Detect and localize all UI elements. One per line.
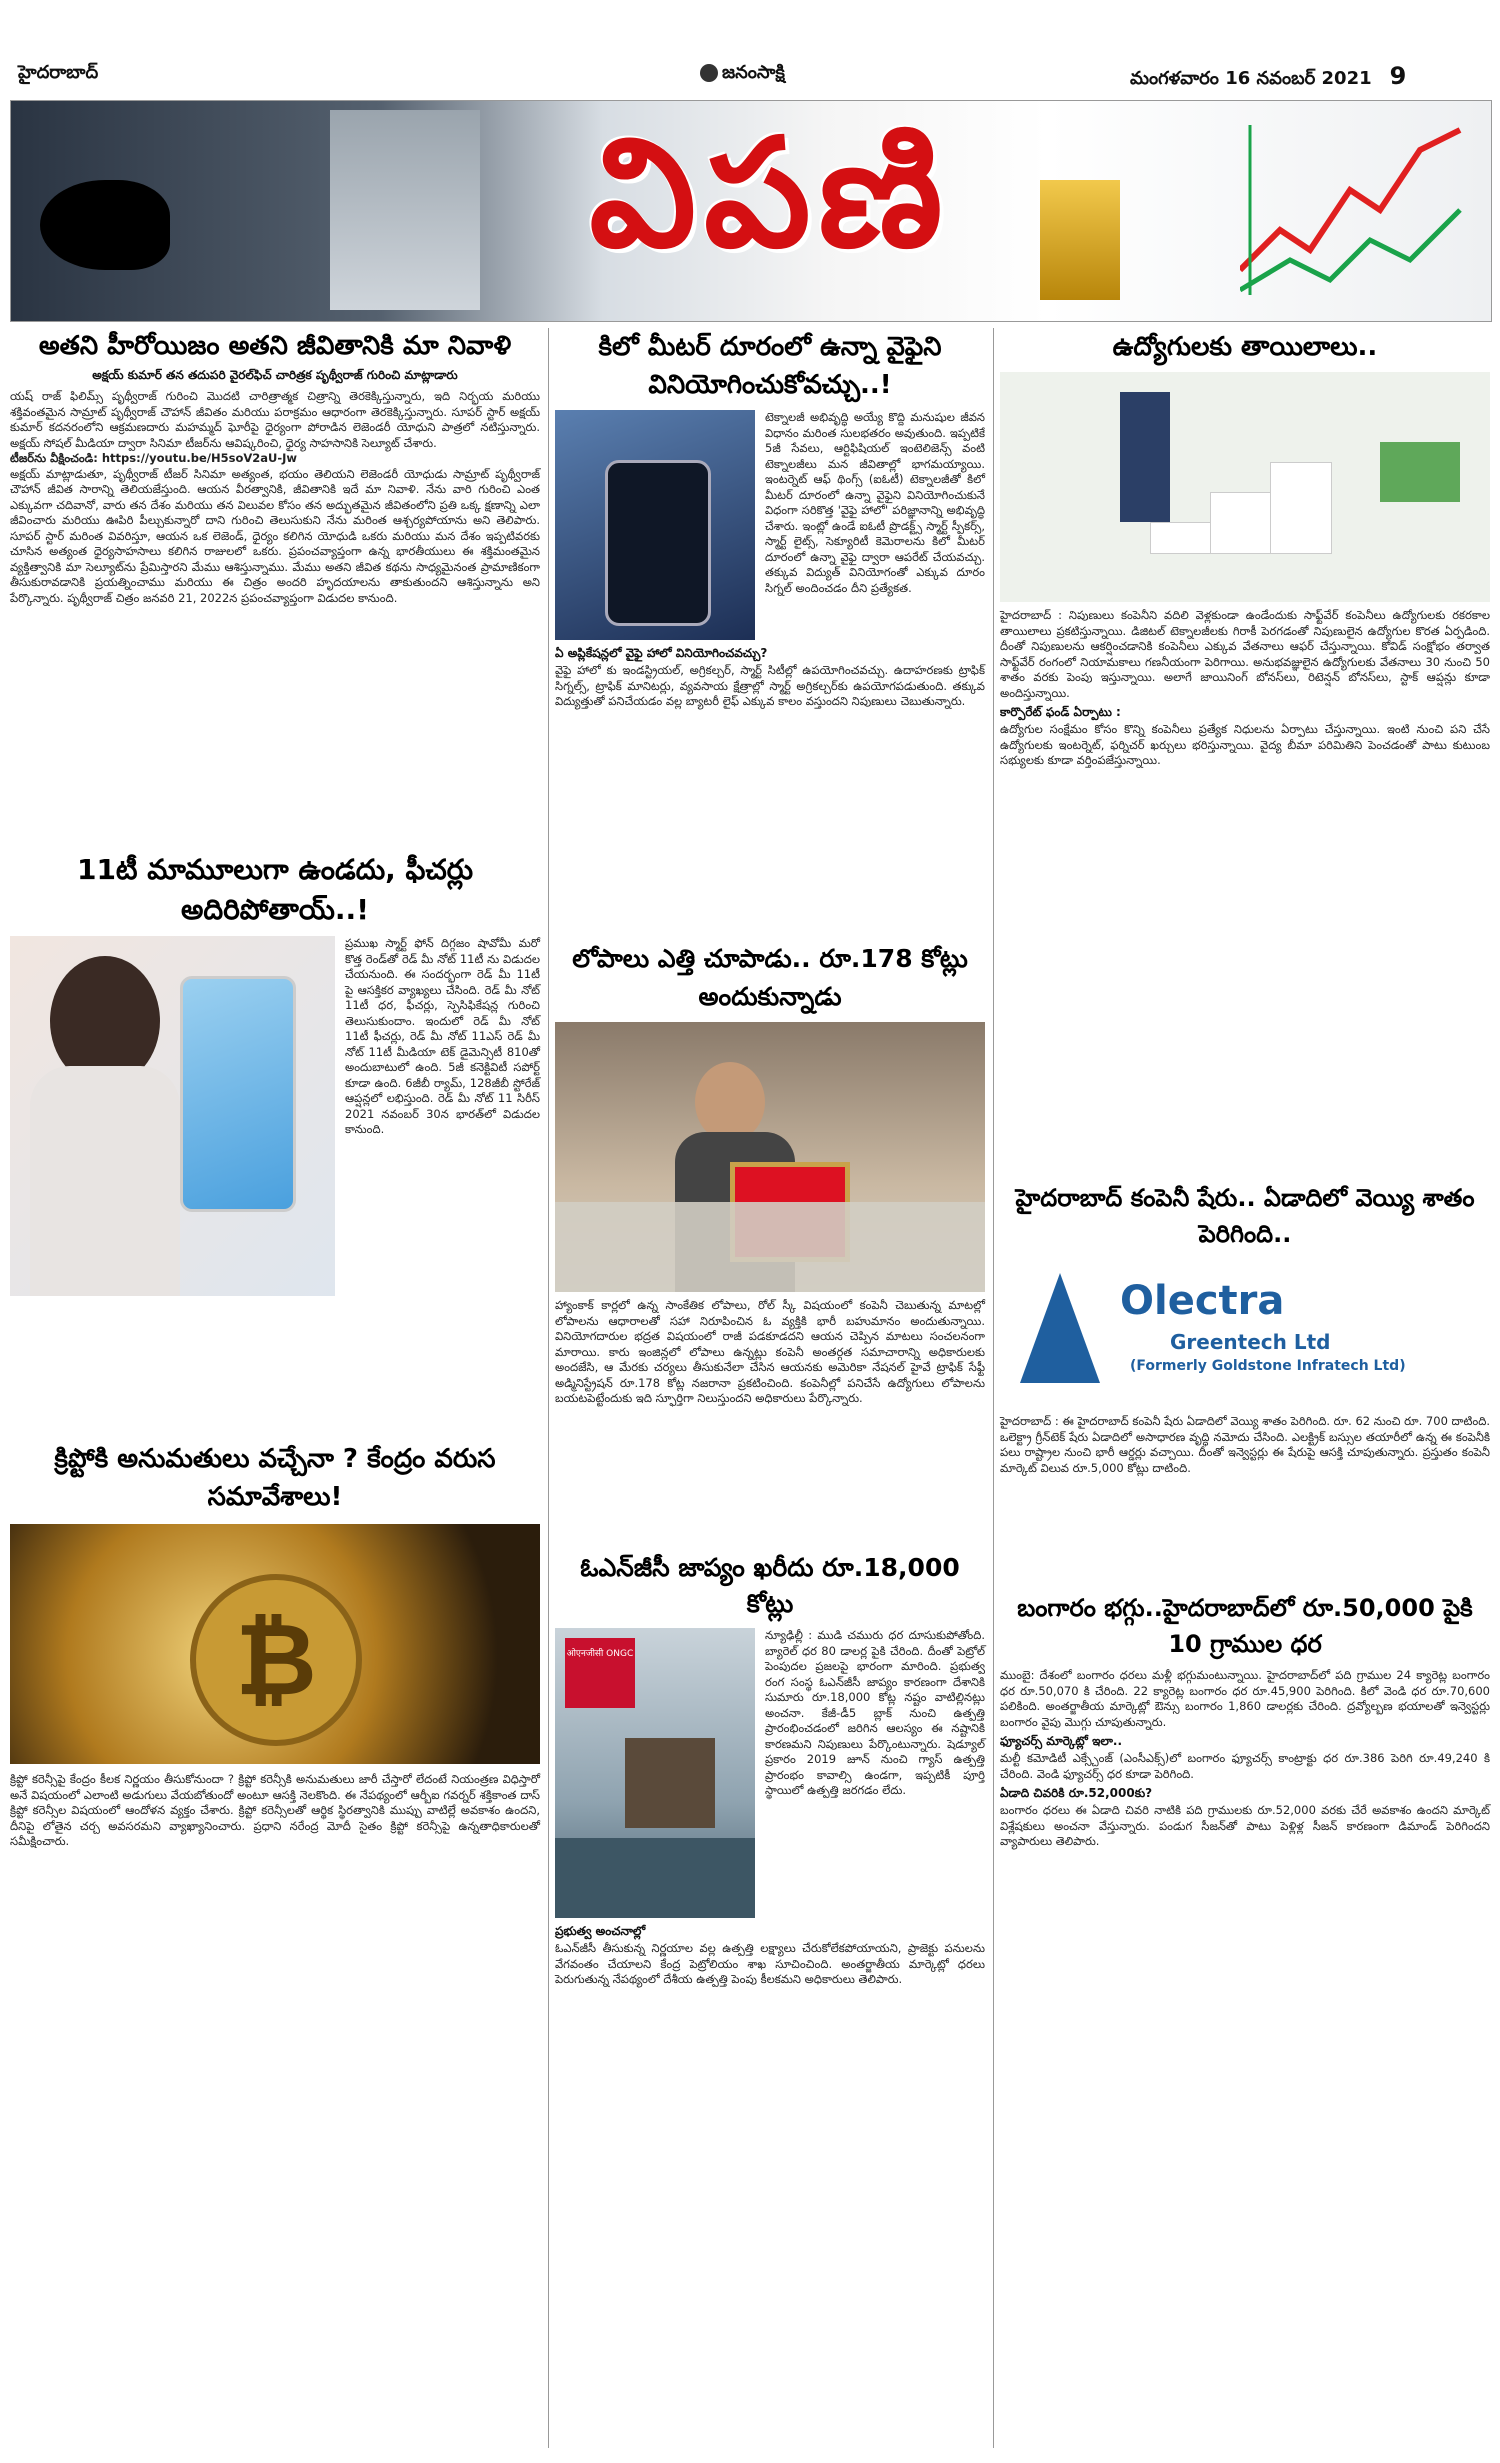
column-3-gold-article — [1000, 1590, 1490, 1850]
section-masthead: విపణి — [589, 105, 951, 281]
ongc-logo: ओएनजीसी ONGC — [565, 1638, 635, 1708]
stock-exchange-building-icon — [330, 110, 480, 310]
column-2-award-article — [555, 940, 985, 1407]
article-body-akshay: యష్ రాజ్ ఫిలిమ్స్ పృథ్వీరాజ్ గురించి మొదటి చారిత్రాత్మక చిత్రాన్ని తెరకెక్కిస్తున్నారు, ఇది నిర్భయ మరియు శక్తివంతమైన సామ్రాట్ పృథ్వీరాజ్ చౌహాన్ జీవితం మరియు పరాక్రమం ఆధారంగా తెరకెక్కిస్తున్నారు. సూపర్ స్టార్ అక్షయ్ కుమార్ కదనరంలోని ఆక్రమణదారు మహమ్మద్ ఘోరీపై ధైర్యంగా పోరాడిన లెజెండరీ యోధుని పాత్రలో నటిస్తున్నారు. అక్షయ్ సోషల్ మీడియా ద్వారా సినిమా టీజర్‌ను ఆవిష్కరించి, ధైర్య సాహసానికి సెల్యూట్ చేశారు. — [10, 389, 540, 450]
article-subtitle-akshay: అక్షయ్ కుమార్ తన తదుపరి వైరల్‌ఫిచ్ చారిత్రక పృథ్వీరాజ్ గురించి మాట్లాడారు — [92, 368, 458, 382]
article-body-employees-2: ఉద్యోగుల సంక్షేమం కోసం కొన్ని కంపెనీలు ప్రత్యేక నిధులను ఏర్పాటు చేస్తున్నాయి. ఇంటి నుంచి పని చేసే ఉద్యోగులకు ఇంటర్నెట్, ఫర్నిచర్ ఖర్చులు భరిస్తున్నాయి. వైద్య బీమా పరిమితిని పెంచడంతో పాటు కుటుంబ సభ్యులకు కూడా వర్తింపజేస్తున్నాయి. — [1000, 722, 1490, 767]
article-title-olectra: హైదరాబాద్ కంపెనీ షేరు.. ఏడాదిలో వెయ్యి శాతం పెరిగింది.. — [1015, 1184, 1475, 1248]
olectra-triangle-icon — [1020, 1273, 1100, 1383]
column-2 — [555, 328, 985, 710]
column-2-ongc-article — [555, 1550, 985, 1988]
article-title-redmi: 11టీ మామూలుగా ఉండదు, ఫీచర్లు అదిరిపోతాయ్..! — [76, 853, 474, 926]
article-body-wifi-2: వైఫై హాలో కు ఇండస్ట్రియల్, అగ్రికల్చర్, స్మార్ట్ సిటీల్లో ఉపయోగించవచ్చు. ఉదాహరణకు ట్రాఫిక్ సిగ్నల్స్, ట్రాఫిక్ మానిటర్లు, వ్యవసాయ క్షేత్రాల్లో స్మార్ట్ అగ్రికల్చర్‌కు ఉపయోగపడుతుంది. తక్కువ విద్యుత్తుతో పనిచేయడం వల్ల బ్యాటరీ లైఫ్ ఎక్కువ కాలం వస్తుందని నిపుణులు చెబుతున్నారు. — [555, 663, 985, 708]
gold-subheading-year-end: ఏడాది చివరికి రూ.52,000కు? — [1000, 1786, 1153, 1800]
article-title-akshay: అతని హీరోయిజం అతని జీవితానికి మా నివాళి — [38, 331, 512, 361]
column-divider-2 — [993, 328, 994, 2448]
olectra-logo-subtext: Greentech Ltd — [1170, 1330, 1331, 1354]
employees-subheading: కార్పొరేట్ ఫండ్ ఏర్పాటు : — [1000, 705, 1121, 719]
date-text: మంగళవారం 16 నవంబర్ 2021 — [1130, 68, 1372, 89]
article-title-ongc: ఓఎన్‌జీసీ జాప్యం ఖరీదు రూ.18,000 కోట్లు — [580, 1553, 960, 1618]
column-3-olectra-article — [1000, 1180, 1490, 1476]
article-title-award: లోపాలు ఎత్తి చూపాడు.. రూ.178 కోట్లు అందుకున్నాడు — [572, 944, 968, 1011]
article-body-ongc: న్యూఢిల్లీ : ముడి చమురు ధర దూసుకుపోతోంది. బ్యారెల్ ధర 80 డాలర్ల పైకి చేరింది. దీంతో పెట్రోల్ పెంపుదల ప్రజలపై భారంగా మారింది. ప్రభుత్వ రంగ సంస్థ ఓఎన్‌జీసీ జాప్యం కారణంగా దేశానికి సుమారు రూ.18,000 కోట్ల నష్టం వాటిల్లినట్లు అంచనా. కేజీ-డీ5 బ్లాక్ నుంచి ఉత్పత్తి ప్రారంభించడంలో జరిగిన ఆలస్యం ఈ నష్టానికి కారణమని నిపుణులు పేర్కొంటున్నారు. షెడ్యూల్ ప్రకారం 2019 జూన్ నుంచి గ్యాస్ ఉత్పత్తి ప్రారంభం కావాల్సి ఉండగా, ఇప్పటికీ పూర్తి స్థాయిలో ఉత్పత్తి జరగడం లేదు. — [765, 1628, 985, 1797]
teaser-link[interactable]: టీజర్‌ను వీక్షించండి: https://youtu.be/H5soV2aU-Jw — [10, 451, 298, 465]
gold-subheading-futures: ఫ్యూచర్స్ మార్కెట్లో ఇలా.. — [1000, 1734, 1123, 1748]
article-title-gold: బంగారం భగ్గు..హైదరాబాద్‌లో రూ.50,000 పైకి 10 గ్రాముల ధర — [1017, 1594, 1473, 1658]
award-man-photo — [555, 1022, 985, 1292]
edition-city: హైదరాబాద్ — [18, 62, 99, 83]
article-body-crypto: క్రిప్టో కరెన్సీపై కేంద్రం కీలక నిర్ణయం తీసుకోనుందా ? క్రిప్టో కరెన్సీకి అనుమతులు జారీ చేస్తారో లేదంటే నియంత్రణ విధిస్తారో అనే విషయంలో ఎలాంటి అడుగులు వేయబోతుందో అంటూ ఆసక్తి నెలకొంది. ఈ నేపథ్యంలో ఆర్బీఐ గవర్నర్ శక్తికాంత దాస్ క్రిప్టో కరెన్సీల విషయంలో ఆందోళన వ్యక్తం చేశారు. క్రిప్టో కరెన్సీలతో ఆర్థిక స్థిరత్వానికి ముప్పు వాటిల్లే అవకాశం ఉందని, దీనిపై లోతైన చర్చ అవసరమని వ్యాఖ్యానించారు. ప్రధాని నరేంద్ర మోదీ సైతం క్రిప్టో కరెన్సీపై ఉన్నతాధికారులతో సమీక్షించారు. — [10, 1772, 540, 1848]
trend-arrows-icon — [1240, 120, 1470, 300]
page-number: 9 — [1389, 62, 1407, 90]
article-body-gold: ముంబై: దేశంలో బంగారం ధరలు మళ్లీ భగ్గుమంటున్నాయి. హైదరాబాద్‌లో పది గ్రాముల 24 క్యారెట్ల బంగారం ధర రూ.50,070 కి చేరింది. 22 క్యారెట్ల బంగారం ధర రూ.45,900 పెరిగింది. కిలో వెండి ధర రూ.70,600 పలికింది. అంతర్జాతీయ మార్కెట్లో ఔన్సు బంగారం 1,860 డాలర్లకు చేరింది. ద్రవ్యోల్బణ భయాలతో ఇన్వెస్టర్లు బంగారం వైపు మొగ్గు చూపుతున్నారు. — [1000, 1668, 1490, 1729]
bull-silhouette-icon — [40, 180, 170, 270]
ongc-rig-image — [555, 1628, 755, 1918]
article-body-award: హ్యాంకాక్ కార్లలో ఉన్న సాంకేతిక లోపాలు, రోల్ స్కీ విషయంలో కంపెనీ చెబుతున్న మాటల్లో లోపాలను ఆధారాలతో సహా నిరూపించిన ఓ వ్యక్తికి భారీ బహుమానం అందుతున్నాయి. వినియోగదారుల భద్రత విషయంలో రాజీ పడకూడదని ఆయన చెప్పిన మాటలు సంచలనంగా మారాయి. కారు ఇంజిన్లలో లోపాలు ఉన్నట్లు కంపెనీ అంతర్గత సమాచారాన్ని అధికారులకు అందజేసి, ఆ మేరకు చర్యలు తీసుకునేలా చేసిన ఆయనకు అమెరికా నేషనల్ హైవే ట్రాఫిక్ సేఫ్టీ అడ్మినిస్ట్రేషన్ రూ.178 కోట్ల నజరానా ప్రకటించింది. కంపెనీల్లో పనిచేసే ఉద్యోగులు లోపాలను బయటపెట్టేందుకు ఇది స్ఫూర్తిగా నిలుస్తుందని అధికారులు పేర్కొన్నారు. — [555, 1298, 985, 1405]
logo-text: జనంసాక్షి — [722, 62, 785, 83]
column-1-phone-article — [10, 850, 540, 1296]
wifi-question: ఏ అప్లికేషన్లలో వైఫై హాలో వినియోగించవచ్చు? — [555, 646, 768, 660]
column-1 — [10, 328, 540, 606]
olectra-logo-text: Olectra — [1120, 1278, 1285, 1324]
bitcoin-image — [10, 1524, 540, 1764]
redmi-phone-image — [10, 936, 335, 1296]
issue-date — [1130, 62, 1406, 93]
column-1-crypto-article — [10, 1440, 540, 1850]
column-3 — [1000, 328, 1490, 769]
column-divider — [548, 328, 549, 2448]
employees-stairs-image — [1000, 372, 1490, 602]
article-body-ongc-2: ఓఎన్‌జీసీ తీసుకున్న నిర్ణయాల వల్ల ఉత్పత్తి లక్ష్యాలు చేరుకోలేకపోయాయని, ప్రాజెక్టు పనులను వేగవంతం చేయాలని కేంద్ర పెట్రోలియం శాఖ సూచించింది. అంతర్జాతీయ మార్కెట్లో ధరలు పెరుగుతున్న నేపథ్యంలో దేశీయ ఉత్పత్తి పెంపు కీలకమని అధికారులు తెలిపారు. — [555, 1941, 985, 1986]
wifi-hand-phone-image — [555, 410, 755, 640]
article-body-akshay-2: అక్షయ్ మాట్లాడుతూ, పృథ్వీరాజ్ టీజర్ సినిమా అత్యంత, భయం తెలియని లెజెండరీ యోధుడు సామ్రాట్ పృథ్వీరాజ్ చౌహాన్ జీవిత సారాన్ని తెలియజేస్తుంది. ఆయన వీరత్వానికి, జీవితానికి ఇదే మా నివాళి. నేను వారి గురించి ఎంత ఎక్కువగా చదివానో, వారు తన దేశం మరియు తన విలువల కోసం తన అద్భుతమైన జీవితంలోని ప్రతి ఒక్క క్షణాన్ని ఎలా జీవించారు మరియు ఊపిరి పీల్చుకున్నారో దాని గురించి తెలుసుకుని నేను మరింత ఆశ్చర్యపోయాను అని తెలిపారు. సూపర్ స్టార్ మరింత వివరిస్తూ, ఆయన ఒక లెజెండ్, ధైర్యం కలిగిన యోధుడి ఒకరు మరియు మన దేశం ఇప్పటివరకు చూసిన అత్యంత ధైర్యసాహసాలు కలిగిన రాజులలో ఒకరు. ప్రపంచవ్యాప్తంగా ఉన్న భారతీయులు ఈ శక్తిమంతమైన వ్యక్తిత్వానికి మా సెల్యూట్‌ను ప్రేమిస్తారని మేము ఆశిస్తున్నాము. మేము అతని జీవిత కథను సాధ్యమైనంత ప్రామాణికంగా తీసుకురావడానికి ప్రయత్నించాము మరియు ఈ చిత్రం అందరి హృదయాలను తాకుతుందని ఆశిస్తున్నాను అని పేర్కొన్నారు. పృథ్వీరాజ్ చిత్రం జనవరి 21, 2022న ప్రపంచవ్యాప్తంగా విడుదల కానుంది. — [10, 466, 540, 605]
article-body-olectra: హైదరాబాద్ : ఈ హైదరాబాద్ కంపెనీ షేరు ఏడాదిలో వెయ్యి శాతం పెరిగింది. రూ. 62 నుంచి రూ. 700 దాటింది. ఒలెక్ట్రా గ్రీన్‌టెక్ షేరు ఏడాదిలో అసాధారణ వృద్ధి నమోదు చేసింది. ఎలక్ట్రిక్ బస్సుల తయారీలో ఉన్న ఈ కంపెనీకి పలు రాష్ట్రాల నుంచి భారీ ఆర్డర్లు వచ్చాయి. దీంతో ఇన్వెస్టర్లు ఈ షేరుపై ఆసక్తి చూపుతున్నారు. ప్రస్తుతం కంపెనీ మార్కెట్ విలువ రూ.5,000 కోట్లు దాటింది. — [1000, 1414, 1490, 1475]
article-body-gold-2: మల్టీ కమోడిటీ ఎక్స్చేంజ్ (ఎంసీఎక్స్)లో బంగారం ఫ్యూచర్స్ కాంట్రాక్టు ధర రూ.386 పెరిగి రూ.49,240 కి చేరింది. వెండి ఫ్యూచర్స్ ధర కూడా పెరిగింది. — [1000, 1751, 1490, 1781]
ongc-subheading: ప్రభుత్వ అంచనాల్లో — [555, 1924, 646, 1938]
coins-icon — [1040, 180, 1120, 300]
article-title-employees: ఉద్యోగులకు తాయిలాలు.. — [1112, 332, 1378, 362]
article-body-wifi: టెక్నాలజీ అభివృద్ధి అయ్యే కొద్ది మనుషుల జీవన విధానం మరింత సులభతరం అవుతుంది. ఇప్పటికే 5జీ సేవలు, ఆర్టిఫిషియల్ ఇంటెలిజెన్స్ వంటి టెక్నాలజీలు మన జీవితాల్లో భాగమయ్యాయి. ఇంటర్నెట్ ఆఫ్ థింగ్స్ (ఐఓటీ) టెక్నాలజీతో కిలో మీటర్ దూరంలో ఉన్నా వైఫైని వినియోగించుకునే విధంగా సరికొత్త 'వైఫై హాలో' పరిజ్ఞానాన్ని అభివృద్ధి చేశారు. ఇంట్లో ఉండే ఐఓటీ ప్రొడక్ట్స్ స్మార్ట్ స్పీకర్స్, స్మార్ట్ లైట్స్, సెక్యూరిటీ కెమెరాలను కిలో మీటర్ దూరంలో ఉన్నా వైఫై ద్వారా ఆపరేట్ చేయవచ్చు. తక్కువ విద్యుత్ వినియోగంతో ఎక్కువ దూరం సిగ్నల్ అందించడం దీని ప్రత్యేకత. — [765, 410, 985, 595]
olectra-logo — [1000, 1258, 1490, 1408]
logo-icon — [700, 64, 718, 82]
bitcoin-icon: ₿ — [190, 1574, 362, 1746]
article-title-wifi: కిలో మీటర్ దూరంలో ఉన్నా వైఫైని వినియోగించుకోవచ్చు..! — [598, 332, 942, 400]
newspaper-logo — [700, 62, 785, 87]
olectra-logo-formerly: (Formerly Goldstone Infratech Ltd) — [1130, 1358, 1406, 1374]
article-body-gold-3: బంగారం ధరలు ఈ ఏడాది చివరి నాటికి పది గ్రాములకు రూ.52,000 వరకు చేరే అవకాశం ఉందని మార్కెట్ విశ్లేషకులు అంచనా వేస్తున్నారు. పండుగ సీజన్‌తో పాటు పెళ్లిళ్ల సీజన్ కారణంగా డిమాండ్ పెరిగిందని వ్యాపారులు తెలిపారు. — [1000, 1803, 1490, 1848]
article-title-crypto: క్రిప్టోకి అనుమతులు వచ్చేనా ? కేంద్రం వరుస సమావేశాలు! — [54, 1444, 496, 1512]
article-body-employees: హైదరాబాద్ : నిపుణులు కంపెనీని వదిలి వెళ్లకుండా ఉండేందుకు సాఫ్ట్‌వేర్ కంపెనీలు ఉద్యోగులకు రకరకాల తాయిలాలు ప్రకటిస్తున్నాయి. డిజిటల్ టెక్నాలజీలకు గిరాకీ పెరగడంతో నిపుణులైన ఉద్యోగుల కొరత ఏర్పడింది. దీంతో నిపుణులను ఆకర్షించడానికి కంపెనీలు ఎక్కువ వేతనాలు ఆఫర్ చేస్తున్నాయి. కోవిడ్ సంక్షోభం తర్వాత సాఫ్ట్‌వేర్ రంగంలో నియామకాలు గణనీయంగా పెరిగాయి. అనుభవజ్ఞులైన ఉద్యోగులకు వేతనాలు 30 నుంచి 50 శాతం వరకు పెంపు ఇస్తున్నాయి. అలాగే జాయినింగ్ బోనస్‌లు, రిటెన్షన్ బోనస్‌లు, స్టాక్ ఆప్షన్లు కూడా అందిస్తున్నాయి. — [1000, 608, 1490, 700]
article-body-redmi: ప్రముఖ స్మార్ట్ ఫోన్ దిగ్గజం షావోమీ మరో కొత్త రెండ్‌తో రెడ్ మీ నోట్ 11టీ ను విడుదల చేయనుంది. ఈ సందర్భంగా రెడ్ మీ 11టీ పై ఆసక్తికర వ్యాఖ్యలు చేసింది. రెడ్ మీ నోట్ 11టీ ధర, ఫీచర్లు, స్పెసిఫికేషన్ల గురించి తెలుసుకుందాం. ఇందులో రెడ్ మీ నోట్ 11టీ ఫీచర్లు, రెడ్ మీ నోట్ 11ఎస్ రెడ్ మీ నోట్ 11టీ మీడియా టెక్ డైమెన్సిటీ 810తో అందుబాటులో ఉంది. 5జీ కనెక్టివిటీ సపోర్ట్ కూడా ఉంది. 6జీబీ ర్యామ్, 128జీబీ స్టోరేజ్ ఆప్షన్లలో లభిస్తుంది. రెడ్ మీ నోట్ 11 సిరీస్ 2021 నవంబర్ 30న భారత్‌లో విడుదల కానుంది. — [345, 936, 540, 1136]
